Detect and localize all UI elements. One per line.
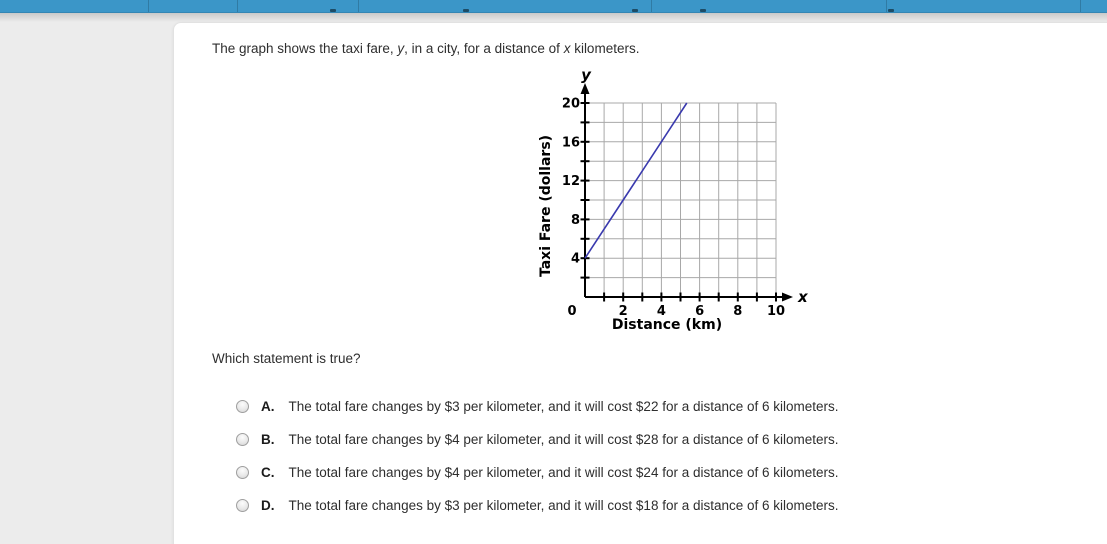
- option-a-letter: A.: [261, 399, 275, 414]
- x-tick-label: 2: [618, 304, 628, 319]
- top-bar-shadow: [0, 13, 1107, 22]
- x-axis-symbol: x: [798, 288, 808, 306]
- question-text-part: , in a city, for a distance of: [404, 41, 564, 56]
- x-tick-label: 8: [733, 304, 743, 319]
- top-bar-divider: [651, 0, 652, 12]
- x-tick-label: 10: [766, 304, 786, 319]
- y-tick-label: 4: [570, 251, 580, 267]
- answer-option-b[interactable]: [236, 432, 839, 448]
- option-b-text: The total fare changes by $4 per kilometer, and it will cost $28 for a distance of 6 kilometers.: [288, 432, 839, 447]
- option-c-text: The total fare changes by $4 per kilometer, and it will cost $24 for a distance of 6 kilometers.: [288, 465, 839, 480]
- top-bar-divider: [358, 0, 359, 12]
- clipped-text-fragment: [330, 9, 336, 12]
- chart-grid: [585, 103, 776, 297]
- clipped-text-fragment: [463, 9, 469, 12]
- top-bar-divider: [1080, 0, 1081, 12]
- y-tick-label: 12: [561, 174, 580, 190]
- option-a-text: The total fare changes by $3 per kilometer, and it will cost $22 for a distance of 6 kilometers.: [288, 399, 839, 414]
- variable-x: x: [563, 41, 571, 56]
- answer-option-d[interactable]: [236, 498, 839, 514]
- option-d-text: The total fare changes by $3 per kilometer, and it will cost $18 for a distance of 6 kilometers.: [288, 498, 839, 513]
- x-tick-label: 4: [656, 304, 666, 319]
- option-a-radio[interactable]: [236, 400, 249, 413]
- x-tick-label: 0: [567, 304, 577, 319]
- x-axis-title: Distance (km): [611, 317, 723, 333]
- answer-option-c[interactable]: [236, 465, 839, 481]
- question-text: [212, 41, 639, 57]
- x-tick-label: 6: [695, 304, 705, 319]
- question-text-part: kilometers.: [570, 41, 640, 56]
- chart-ticks: [581, 103, 777, 302]
- option-c-radio[interactable]: [236, 466, 249, 479]
- option-d-letter: D.: [261, 498, 275, 513]
- clipped-text-fragment: [700, 9, 706, 12]
- option-c-letter: C.: [261, 465, 275, 480]
- top-bar-divider: [886, 0, 887, 12]
- y-axis-symbol: y: [581, 68, 591, 84]
- y-tick-label: 20: [561, 96, 580, 112]
- answer-option-a[interactable]: [236, 399, 839, 415]
- y-axis-arrow: [581, 83, 590, 94]
- top-bar-divider: [237, 0, 238, 12]
- y-tick-label: 8: [570, 212, 580, 228]
- question-prompt: Which statement is true?: [212, 351, 361, 366]
- top-bar-divider: [148, 0, 149, 12]
- clipped-text-fragment: [632, 9, 638, 12]
- chart-axes: [581, 83, 794, 302]
- x-axis-arrow: [782, 293, 793, 302]
- chart-tick-labels: [562, 97, 785, 320]
- y-axis-title: Taxi Fare (dollars): [538, 134, 554, 278]
- option-d-radio[interactable]: [236, 499, 249, 512]
- y-tick-label: 16: [561, 135, 580, 151]
- variable-y: y: [397, 41, 405, 56]
- top-navigation-bar: [0, 0, 1107, 13]
- option-b-letter: B.: [261, 432, 275, 447]
- taxi-fare-chart: [520, 68, 810, 340]
- option-b-radio[interactable]: [236, 433, 249, 446]
- question-text-part: The graph shows the taxi fare,: [212, 41, 398, 56]
- clipped-text-fragment: [888, 9, 894, 12]
